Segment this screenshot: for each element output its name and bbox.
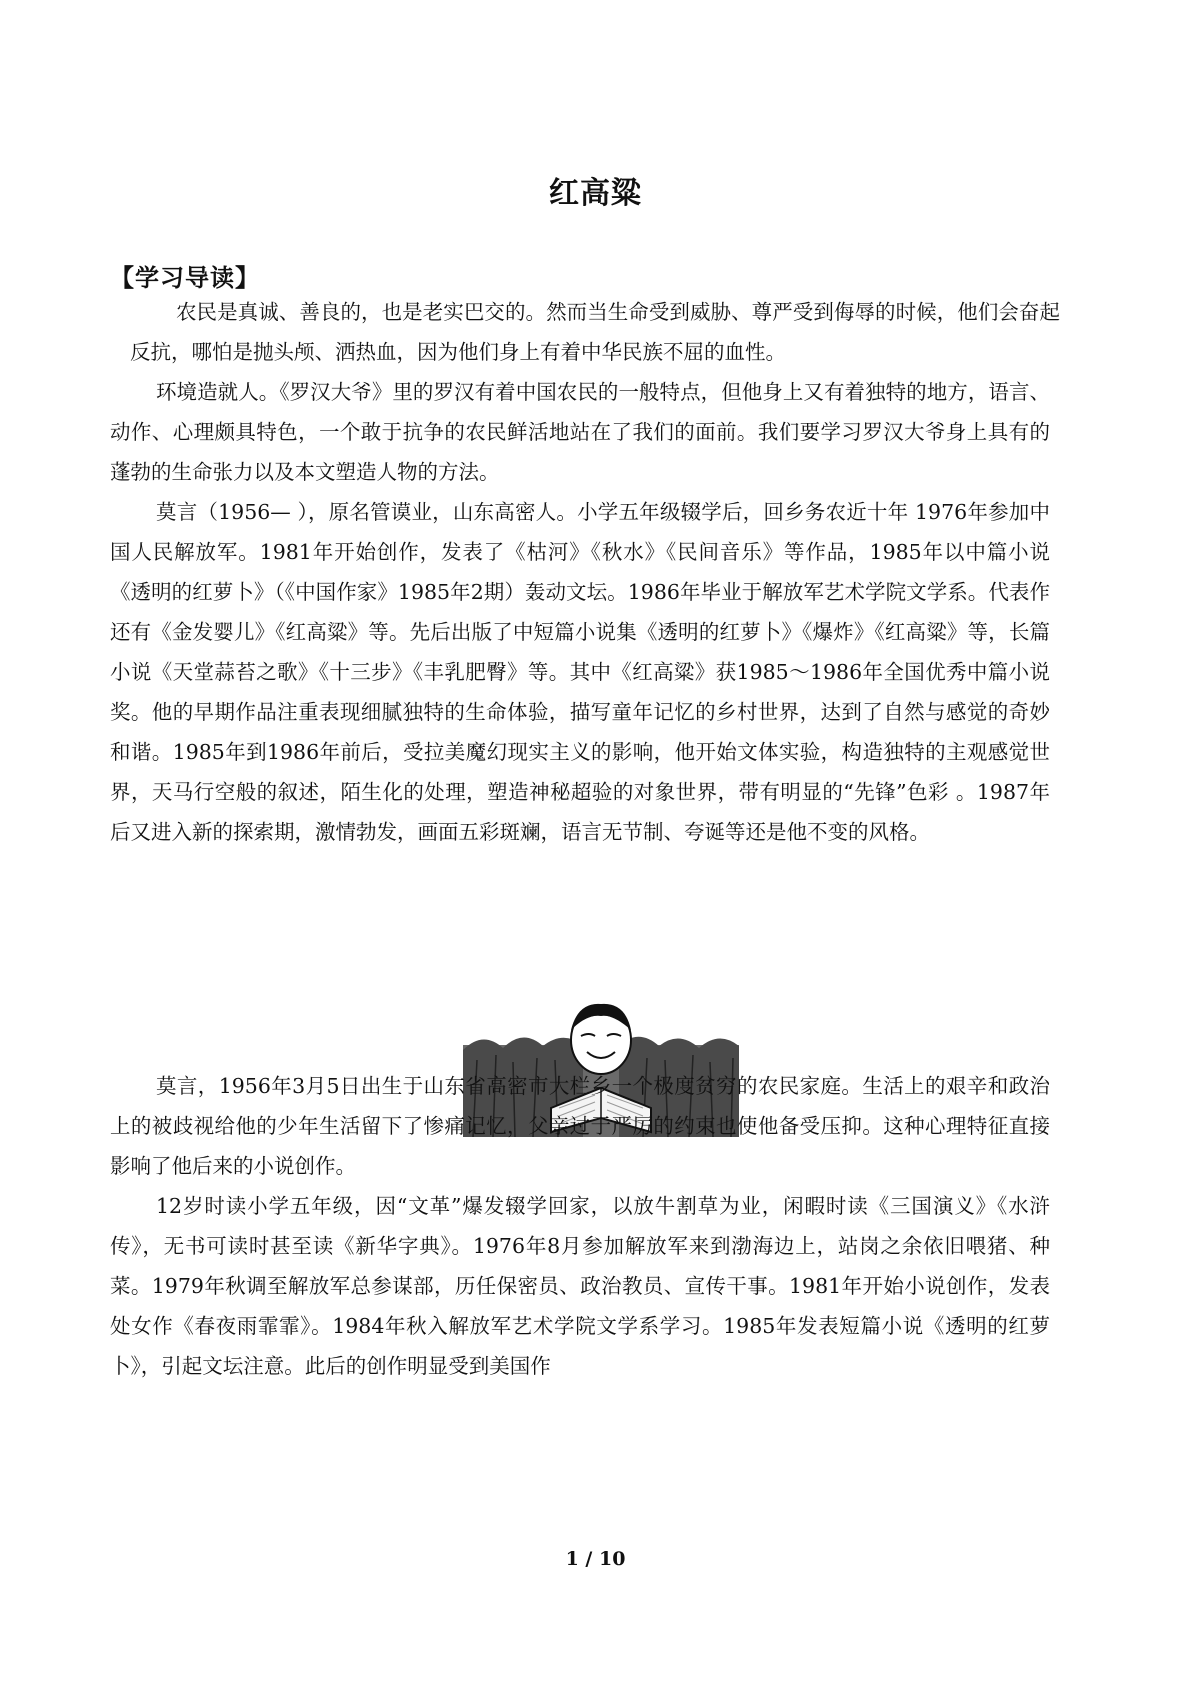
paragraph-environment: 环境造就人。《罗汉大爷》里的罗汉有着中国农民的一般特点，但他身上又有着独特的地方，语言、动作、心理颇具特色，一个敢于抗争的农民鲜活地站在了我们的面前。我们要学习罗汉大爷身上具有的蓬勃的生命张力以及本文塑造人物的方法。 bbox=[110, 380, 1050, 484]
paragraph-intro: 农民是真诚、善良的，也是老实巴交的。然而当生命受到威胁、尊严受到侮辱的时候，他们会奋起反抗，哪怕是抛头颅、洒热血，因为他们身上有着中华民族不屈的血性。 bbox=[130, 300, 1060, 364]
paragraph-career: 12岁时读小学五年级，因“文革”爆发辍学回家，以放牛割草为业，闲暇时读《三国演义》《水浒传》，无书可读时甚至读《新华字典》。1976年8月参加解放军来到渤海边上，站岗之余依旧喂猪、种菜。1979年秋调至解放军总参谋部，历任保密员、政治教员、宣传干事。1981年开始小说创作，发表处女作《春夜雨霏霏》。1984年秋入解放军艺术学院文学系学习。1985年发表短篇小说《透明的红萝卜》，引起文坛注意。此后的创作明显受到美国作 bbox=[110, 1194, 1050, 1378]
section-heading: 【学习导读】 bbox=[110, 264, 260, 292]
page-number: 1 / 10 bbox=[565, 1548, 626, 1570]
paragraph-birth: 莫言，1956年3月5日出生于山东省高密市大栏乡一个极度贫穷的农民家庭。生活上的艰辛和政治上的被歧视给他的少年生活留下了惨痛记忆，父亲过于严厉的约束也使他备受压抑。这种心理特征直接影响了他后来的小说创作。 bbox=[110, 1074, 1050, 1178]
page-title: 红高粱 bbox=[549, 176, 642, 211]
paragraph-author-bio: 莫言（1956— ），原名管谟业，山东高密人。小学五年级辍学后，回乡务农近十年 1976年参加中国人民解放军。1981年开始创作，发表了《枯河》《秋水》《民间音乐》等作品，1985年以中篇小说《透明的红萝卜》（《中国作家》1985年2期）轰动文坛。1986年毕业于解放军艺术学院文学系。代表作还有《金发婴儿》《红高粱》等。先后出版了中短篇小说集《透明的红萝卜》《爆炸》《红高粱》等，长篇小说《天堂蒜苔之歌》《十三步》《丰乳肥臀》等。其中《红高粱》获1985～1986年全国优秀中篇小说奖。他的早期作品注重表现细腻独特的生命体验，描写童年记忆的乡村世界，达到了自然与感觉的奇妙和谐。1985年到1986年前后，受拉美魔幻现实主义的影响，他开始文体实验，构造独特的主观感觉世界，天马行空般的叙述，陌生化的处理，塑造神秘超验的对象世界，带有明显的“先锋”色彩 。1987年后又进入新的探索期，激情勃发，画面五彩斑斓，语言无节制、夸诞等还是他不变的风格。 bbox=[110, 500, 1050, 844]
